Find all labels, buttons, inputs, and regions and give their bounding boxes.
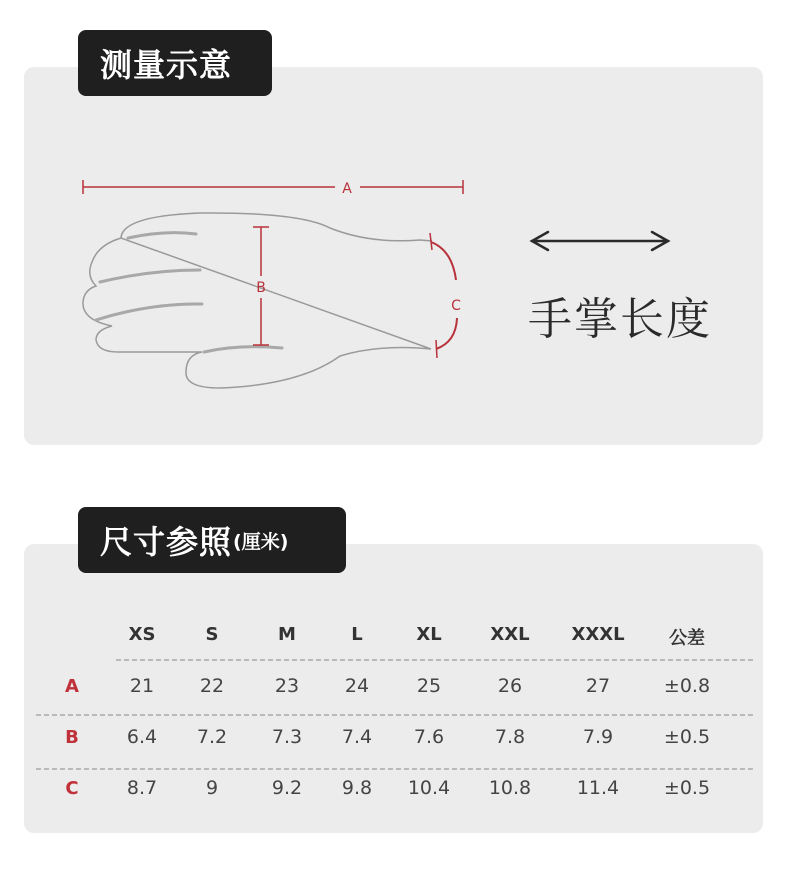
label-c: C [451,298,461,314]
table-cell: 24 [344,675,370,697]
col-header-xxl: XXL [490,624,530,645]
table-cell: 23 [274,675,300,697]
col-header-l: L [351,624,363,645]
col-header-xxxl: XXXL [571,624,625,645]
finger-lines [96,233,282,352]
label-a: A [342,181,352,197]
measurement-title: 测量示意 [100,46,233,84]
table-cell: 7.4 [341,726,373,748]
size-chart-title: 尺寸参照 [100,523,233,561]
table-cell: 27 [585,675,611,697]
table-cell: 9.8 [341,777,373,799]
table-cell: ±0.5 [663,726,711,748]
table-cell: 10.8 [488,777,532,799]
double-arrow-icon [532,232,668,250]
dimension-c [430,233,457,358]
table-cell: ±0.5 [663,777,711,799]
label-b: B [256,280,266,296]
col-header-xs: XS [128,624,156,645]
col-header-xl: XL [416,624,442,645]
col-header-tolerance: 公差 [669,628,705,649]
glove-outline [83,213,432,388]
table-cell: 7.3 [271,726,303,748]
col-header-m: M [278,624,296,645]
table-cell: 8.7 [126,777,158,799]
table-cell: 6.4 [126,726,158,748]
size-chart-unit: (厘米) [233,530,289,553]
row-label-a: A [65,676,79,697]
table-cell: 9 [205,777,219,799]
col-header-s: S [205,624,219,645]
table-cell: 25 [416,675,442,697]
dimension-a [83,180,463,194]
table-cell: 10.4 [407,777,451,799]
table-cell: 9.2 [271,777,303,799]
table-cell: ±0.8 [663,675,711,697]
table-cell: 21 [129,675,155,697]
table-cell: 7.8 [494,726,526,748]
row-label-b: B [65,727,79,748]
table-cell: 22 [199,675,225,697]
table-cell: 7.9 [582,726,614,748]
table-cell: 11.4 [576,777,620,799]
table-cell: 26 [497,675,523,697]
table-cell: 7.2 [196,726,228,748]
palm-length-caption: 手掌长度 [528,294,712,345]
row-label-c: C [65,778,79,799]
table-cell: 7.6 [413,726,445,748]
